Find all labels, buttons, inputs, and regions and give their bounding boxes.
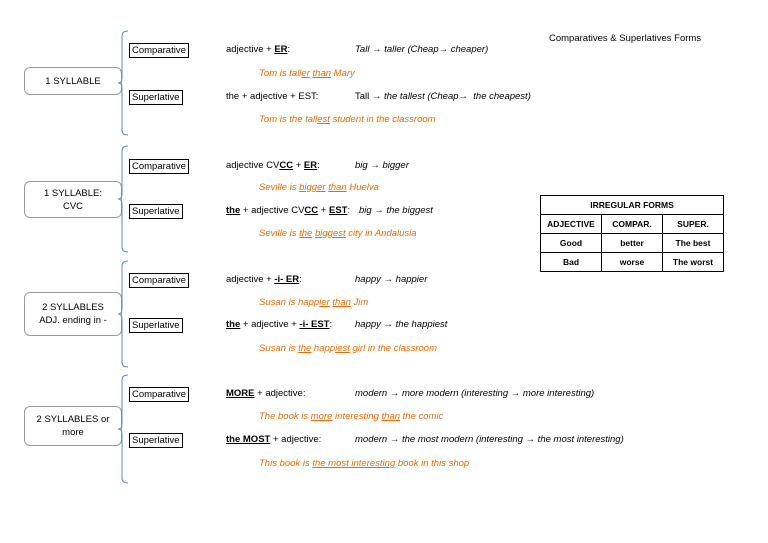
sup-example-4: modern → the most modern (interesting → the most interesting) (355, 434, 624, 445)
superlative-tag-4: Superlative (129, 433, 183, 448)
syllable-box-1: 1 SYLLABLE (24, 67, 122, 95)
sup-rule-4: the MOST + adjective: (226, 434, 322, 445)
page-title: Comparatives & Superlatives Forms (549, 33, 702, 44)
sup-example-3: happy → the happiest (355, 319, 448, 330)
sup-rule-3: the + adjective + -i- EST: (226, 319, 333, 330)
syllable-box-3: 2 SYLLABLES ADJ. ending in - (24, 292, 122, 336)
header-super: SUPER. (663, 215, 724, 234)
sup-example-2: big → the biggest (359, 205, 433, 216)
syllable-box-2: 1 SYLLABLE: CVC (24, 181, 122, 218)
header-compar: COMPAR. (602, 215, 663, 234)
table-cell: better (602, 234, 663, 253)
comparative-tag-3: Comparative (129, 273, 189, 288)
superlative-tag-2: Superlative (129, 204, 183, 219)
sup-sentence-3: Susan is the happiest girl in the classroom (259, 343, 437, 354)
sup-sentence-2: Seville is the biggest city in Andalusia (259, 228, 417, 239)
table-cell: Good (541, 234, 602, 253)
sup-sentence-4: This book is the most interesting book in this shop (259, 458, 470, 469)
syllable-box-4: 2 SYLLABLES or more (24, 406, 122, 446)
table-cell: worse (602, 253, 663, 272)
superlative-tag-1: Superlative (129, 90, 183, 105)
comp-example-1: Tall → taller (Cheap→ cheaper) (355, 44, 489, 55)
sup-rule-2: the + adjective CVCC + EST: (226, 205, 351, 216)
table-cell: Bad (541, 253, 602, 272)
comparative-tag-4: Comparative (129, 387, 189, 402)
comp-rule-4: MORE + adjective: (226, 388, 306, 399)
sup-example-1: Tall → the tallest (Cheap→ the cheapest) (355, 91, 531, 102)
superlative-tag-3: Superlative (129, 318, 183, 333)
table-row (541, 253, 724, 272)
comp-example-3: happy → happier (355, 274, 428, 285)
irregular-caption: IRREGULAR FORMS (541, 196, 724, 215)
header-adjective: ADJECTIVE (541, 215, 602, 234)
comp-sentence-3: Susan is happier than Jim (259, 297, 369, 308)
comparative-tag-2: Comparative (129, 159, 189, 174)
comp-sentence-2: Seville is bigger than Huelva (259, 182, 379, 193)
comp-rule-1: adjective + ER: (226, 44, 291, 55)
comp-rule-3: adjective + -i- ER: (226, 274, 302, 285)
comp-example-2: big → bigger (355, 160, 409, 171)
comp-example-4: modern → more modern (interesting → more interesting) (355, 388, 595, 399)
comparative-tag-1: Comparative (129, 43, 189, 58)
irregular-forms-table (540, 195, 724, 272)
sup-rule-1: the + adjective + EST: (226, 91, 319, 102)
table-cell: The worst (663, 253, 724, 272)
table-row (541, 234, 724, 253)
comp-sentence-4: The book is more interesting than the comic (259, 411, 444, 422)
comp-rule-2: adjective CVCC + ER: (226, 160, 320, 171)
table-cell: The best (663, 234, 724, 253)
comp-sentence-1: Tom is taller than Mary (259, 68, 355, 79)
sup-sentence-1: Tom is the tallest student in the classroom (259, 114, 436, 125)
